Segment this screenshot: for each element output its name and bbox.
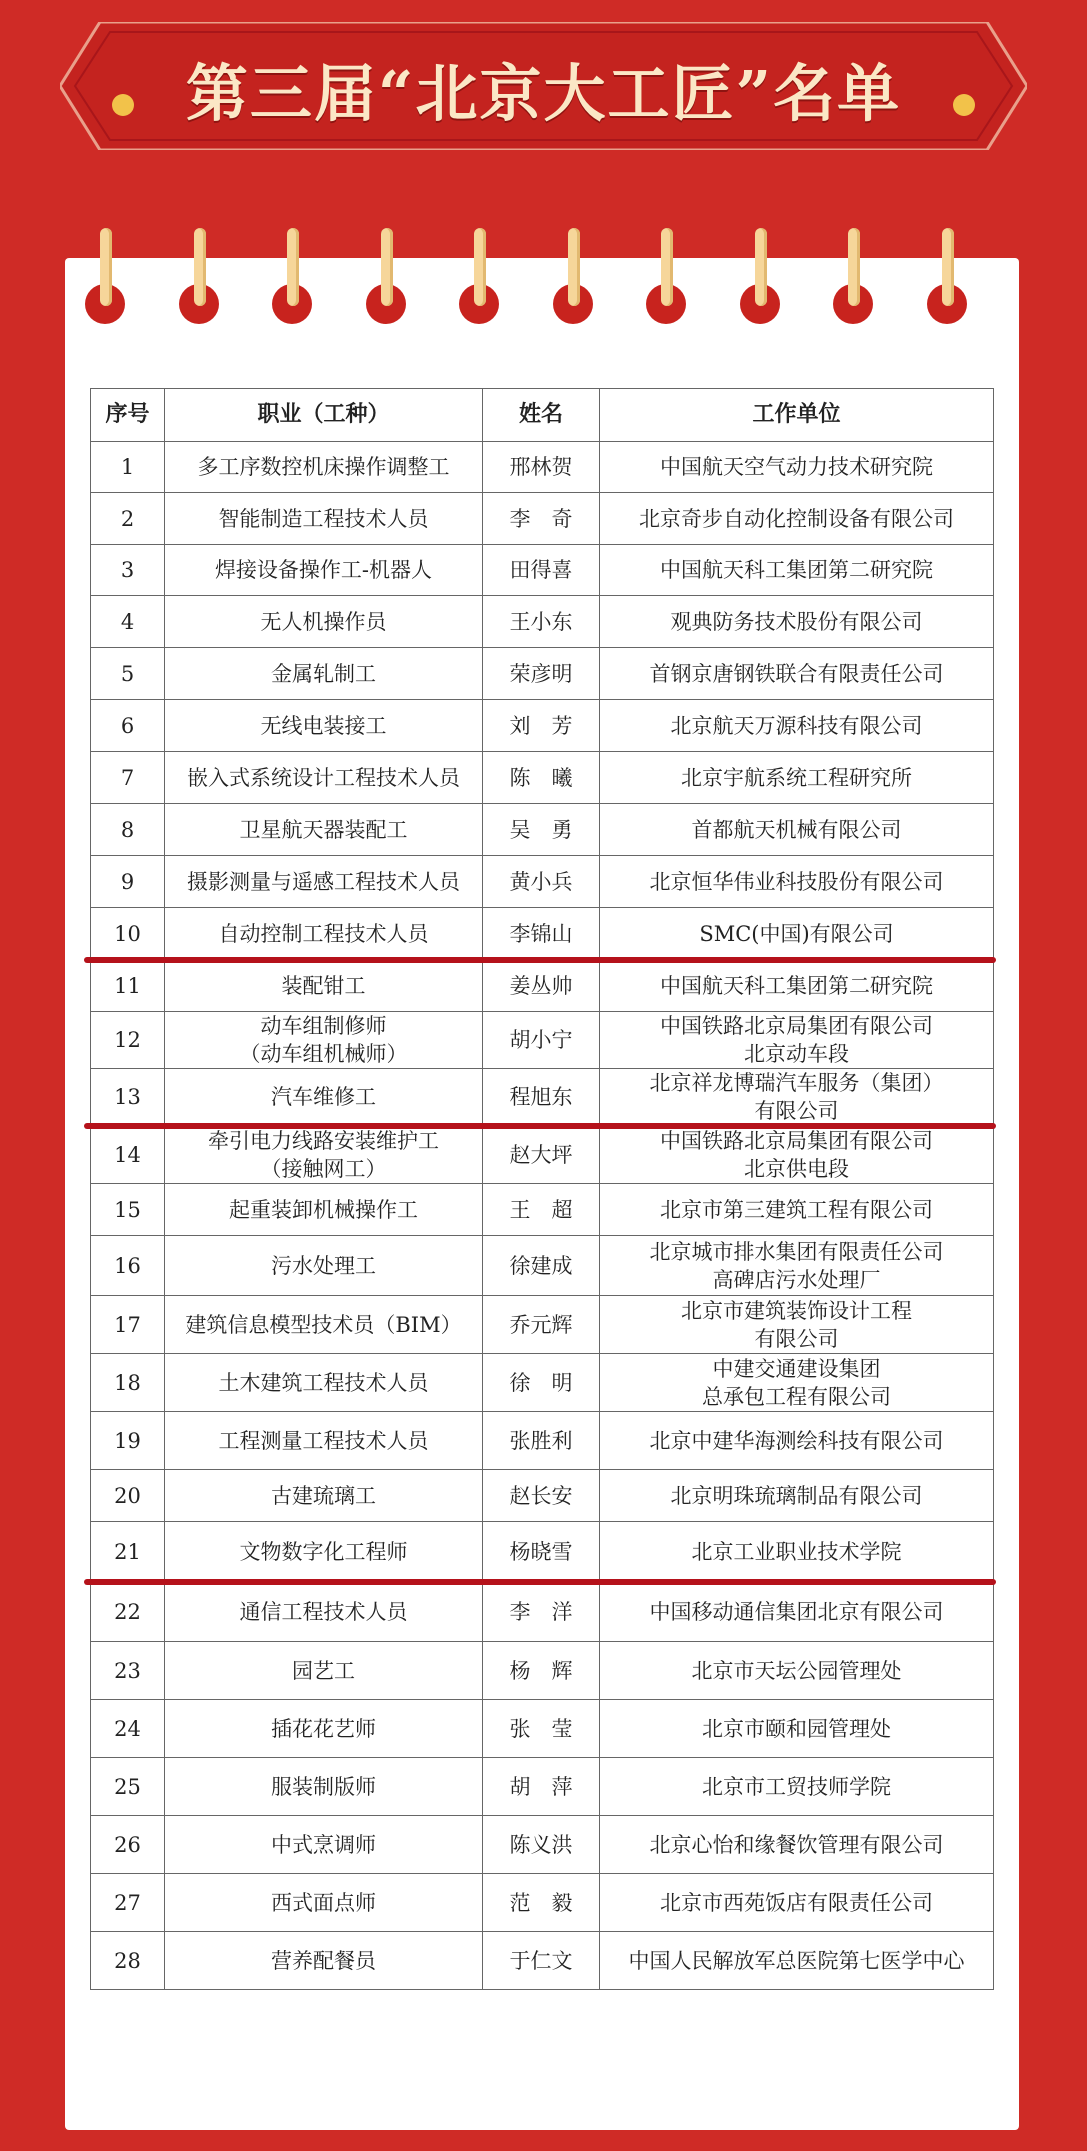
unit-line: 北京工业职业技术学院 bbox=[691, 1539, 902, 1564]
binder-ring bbox=[553, 228, 593, 324]
unit-line: 中国铁路北京局集团有限公司 bbox=[660, 1128, 933, 1153]
cell-name: 张 莹 bbox=[483, 1700, 600, 1758]
cell-job bbox=[165, 1012, 483, 1069]
cell-name: 徐建成 bbox=[483, 1236, 600, 1296]
unit-line: 北京祥龙博瑞汽车服务（集团） bbox=[649, 1071, 944, 1095]
cell-name: 于仁文 bbox=[483, 1932, 600, 1990]
cell-no: 16 bbox=[91, 1236, 165, 1296]
cell-job bbox=[165, 1582, 483, 1642]
table-header-row bbox=[91, 389, 994, 442]
unit-line: 高碑店污水处理厂 bbox=[712, 1267, 881, 1292]
cell-job bbox=[165, 1069, 483, 1126]
highlight-underline bbox=[84, 1123, 996, 1129]
cell-unit bbox=[600, 1354, 994, 1412]
job-line: 无线电装接工 bbox=[260, 713, 387, 738]
unit-line: 中国航天科工集团第二研究院 bbox=[660, 973, 933, 998]
highlight-underline bbox=[84, 957, 996, 963]
table-row bbox=[91, 545, 994, 596]
cell-no: 10 bbox=[91, 908, 165, 960]
unit-line: 北京市工贸技师学院 bbox=[702, 1774, 891, 1799]
unit-line: 观典防务技术股份有限公司 bbox=[670, 609, 923, 634]
table-row bbox=[91, 1296, 994, 1354]
binder-ring bbox=[740, 228, 780, 324]
unit-line: 北京明珠琉璃制品有限公司 bbox=[670, 1483, 923, 1508]
binder-ring bbox=[459, 228, 499, 324]
cell-name: 王小东 bbox=[483, 596, 600, 648]
unit-line: 北京市颐和园管理处 bbox=[702, 1716, 891, 1741]
unit-line: 有限公司 bbox=[754, 1326, 839, 1351]
cell-no: 11 bbox=[91, 960, 165, 1012]
cell-name: 李 奇 bbox=[483, 493, 600, 545]
cell-no: 21 bbox=[91, 1522, 165, 1582]
binder-ring bbox=[179, 228, 219, 324]
cell-job bbox=[165, 545, 483, 596]
cell-job bbox=[165, 1642, 483, 1700]
binder-ring bbox=[646, 228, 686, 324]
table-row bbox=[91, 442, 994, 493]
cell-job bbox=[165, 960, 483, 1012]
cell-job bbox=[165, 856, 483, 908]
table-row bbox=[91, 1932, 994, 1990]
cell-name: 姜丛帅 bbox=[483, 960, 600, 1012]
table-row bbox=[91, 752, 994, 804]
cell-unit bbox=[600, 1700, 994, 1758]
table-row bbox=[91, 1012, 994, 1069]
job-line: 金属轧制工 bbox=[271, 661, 376, 686]
cell-name: 邢林贺 bbox=[483, 442, 600, 493]
cell-job bbox=[165, 700, 483, 752]
cell-unit bbox=[600, 1236, 994, 1296]
cell-no: 27 bbox=[91, 1874, 165, 1932]
unit-line: 北京动车段 bbox=[744, 1042, 849, 1066]
unit-line: 中建交通建设集团 bbox=[712, 1356, 881, 1381]
job-line: 嵌入式系统设计工程技术人员 bbox=[187, 765, 460, 790]
cell-no: 3 bbox=[91, 545, 165, 596]
cell-job bbox=[165, 1874, 483, 1932]
cell-job bbox=[165, 1126, 483, 1184]
job-line: 文物数字化工程师 bbox=[239, 1539, 408, 1564]
cell-name: 程旭东 bbox=[483, 1069, 600, 1126]
cell-job bbox=[165, 442, 483, 493]
cell-no: 22 bbox=[91, 1582, 165, 1642]
cell-unit bbox=[600, 1470, 994, 1522]
unit-line: 首钢京唐钢铁联合有限责任公司 bbox=[649, 661, 944, 686]
cell-job bbox=[165, 1700, 483, 1758]
cell-name: 张胜利 bbox=[483, 1412, 600, 1470]
cell-name: 胡小宁 bbox=[483, 1012, 600, 1069]
unit-line: 中国铁路北京局集团有限公司 bbox=[660, 1014, 933, 1038]
cell-name: 陈义洪 bbox=[483, 1816, 600, 1874]
job-line: 建筑信息模型技术员（BIM） bbox=[185, 1312, 462, 1337]
job-line: 摄影测量与遥感工程技术人员 bbox=[187, 869, 460, 894]
cell-unit bbox=[600, 856, 994, 908]
table-body bbox=[91, 442, 994, 1990]
job-line: 焊接设备操作工-机器人 bbox=[214, 558, 433, 582]
highlight-underline bbox=[84, 1579, 996, 1585]
cell-name: 赵大坪 bbox=[483, 1126, 600, 1184]
cell-unit bbox=[600, 648, 994, 700]
job-line: 工程测量工程技术人员 bbox=[218, 1428, 429, 1453]
header-job: 职业（工种） bbox=[165, 389, 483, 442]
table-row bbox=[91, 1700, 994, 1758]
cell-no: 15 bbox=[91, 1184, 165, 1236]
unit-line: 北京城市排水集团有限责任公司 bbox=[649, 1239, 944, 1264]
cell-unit bbox=[600, 1184, 994, 1236]
job-line: 通信工程技术人员 bbox=[239, 1599, 408, 1624]
cell-no: 20 bbox=[91, 1470, 165, 1522]
job-line: 自动控制工程技术人员 bbox=[218, 921, 429, 946]
cell-job bbox=[165, 1470, 483, 1522]
table-row bbox=[91, 596, 994, 648]
job-line: 起重装卸机械操作工 bbox=[229, 1197, 418, 1222]
cell-no: 14 bbox=[91, 1126, 165, 1184]
unit-line: 北京市天坛公园管理处 bbox=[691, 1658, 902, 1683]
unit-line: 中国航天空气动力技术研究院 bbox=[660, 455, 933, 479]
table-row bbox=[91, 1758, 994, 1816]
job-line: （接触网工） bbox=[260, 1156, 387, 1181]
cell-name: 刘 芳 bbox=[483, 700, 600, 752]
cell-no: 26 bbox=[91, 1816, 165, 1874]
table-row bbox=[91, 908, 994, 960]
cell-unit bbox=[600, 700, 994, 752]
table-row bbox=[91, 493, 994, 545]
unit-line: 首都航天机械有限公司 bbox=[691, 817, 902, 842]
cell-no: 1 bbox=[91, 442, 165, 493]
table-row bbox=[91, 856, 994, 908]
cell-unit bbox=[600, 1816, 994, 1874]
cell-unit bbox=[600, 1296, 994, 1354]
cell-job bbox=[165, 1296, 483, 1354]
cell-no: 2 bbox=[91, 493, 165, 545]
job-line: 智能制造工程技术人员 bbox=[218, 506, 429, 531]
cell-no: 28 bbox=[91, 1932, 165, 1990]
table-row bbox=[91, 1412, 994, 1470]
header-name: 姓名 bbox=[483, 389, 600, 442]
cell-no: 9 bbox=[91, 856, 165, 908]
cell-unit bbox=[600, 442, 994, 493]
cell-unit bbox=[600, 960, 994, 1012]
cell-job bbox=[165, 1932, 483, 1990]
table-row bbox=[91, 1522, 994, 1582]
cell-unit bbox=[600, 1642, 994, 1700]
job-line: 中式烹调师 bbox=[271, 1832, 376, 1857]
job-line: 装配钳工 bbox=[281, 973, 366, 998]
job-line: 营养配餐员 bbox=[271, 1948, 376, 1973]
cell-no: 19 bbox=[91, 1412, 165, 1470]
table-row bbox=[91, 1354, 994, 1412]
unit-line: 北京心怡和缘餐饮管理有限公司 bbox=[649, 1832, 944, 1857]
binder-ring bbox=[833, 228, 873, 324]
job-line: 卫星航天器装配工 bbox=[239, 817, 408, 842]
cell-no: 23 bbox=[91, 1642, 165, 1700]
cell-job bbox=[165, 1236, 483, 1296]
cell-unit bbox=[600, 804, 994, 856]
table-row bbox=[91, 700, 994, 752]
cell-job bbox=[165, 1522, 483, 1582]
page-title: 第三届“北京大工匠”名单 bbox=[185, 57, 902, 130]
header-unit: 工作单位 bbox=[600, 389, 994, 442]
unit-line: 中国人民解放军总医院第七医学中心 bbox=[628, 1948, 965, 1973]
job-line: 园艺工 bbox=[292, 1658, 355, 1683]
cell-no: 25 bbox=[91, 1758, 165, 1816]
cell-no: 12 bbox=[91, 1012, 165, 1069]
cell-unit bbox=[600, 1758, 994, 1816]
cell-no: 18 bbox=[91, 1354, 165, 1412]
cell-no: 24 bbox=[91, 1700, 165, 1758]
cell-name: 范 毅 bbox=[483, 1874, 600, 1932]
unit-line: 北京宇航系统工程研究所 bbox=[681, 765, 912, 790]
cell-name: 胡 萍 bbox=[483, 1758, 600, 1816]
cell-job bbox=[165, 1758, 483, 1816]
cell-name: 乔元辉 bbox=[483, 1296, 600, 1354]
table-row bbox=[91, 1184, 994, 1236]
job-line: 汽车维修工 bbox=[271, 1085, 376, 1109]
table-row bbox=[91, 1236, 994, 1296]
cell-no: 17 bbox=[91, 1296, 165, 1354]
table-row bbox=[91, 1069, 994, 1126]
cell-unit bbox=[600, 1582, 994, 1642]
cell-job bbox=[165, 1184, 483, 1236]
cell-job bbox=[165, 648, 483, 700]
job-line: 多工序数控机床操作调整工 bbox=[197, 455, 450, 479]
cell-no: 5 bbox=[91, 648, 165, 700]
table-row bbox=[91, 1874, 994, 1932]
unit-line: 北京市第三建筑工程有限公司 bbox=[660, 1197, 933, 1222]
job-line: 无人机操作员 bbox=[260, 609, 387, 634]
cell-unit bbox=[600, 1126, 994, 1184]
table-row bbox=[91, 960, 994, 1012]
job-line: 服装制版师 bbox=[271, 1774, 376, 1799]
job-line: 古建琉璃工 bbox=[271, 1483, 376, 1508]
cell-no: 6 bbox=[91, 700, 165, 752]
table-row bbox=[91, 648, 994, 700]
cell-name: 李 洋 bbox=[483, 1582, 600, 1642]
cell-unit bbox=[600, 1012, 994, 1069]
cell-no: 13 bbox=[91, 1069, 165, 1126]
cell-unit bbox=[600, 1069, 994, 1126]
cell-name: 李锦山 bbox=[483, 908, 600, 960]
unit-line: 北京中建华海测绘科技有限公司 bbox=[649, 1428, 944, 1453]
cell-name: 徐 明 bbox=[483, 1354, 600, 1412]
job-line: （动车组机械师） bbox=[239, 1042, 408, 1066]
title-banner bbox=[60, 22, 1027, 150]
cell-unit bbox=[600, 1932, 994, 1990]
cell-job bbox=[165, 596, 483, 648]
unit-line: 北京航天万源科技有限公司 bbox=[670, 713, 923, 738]
job-line: 西式面点师 bbox=[271, 1890, 376, 1915]
job-line: 牵引电力线路安装维护工 bbox=[208, 1128, 439, 1153]
binder-ring bbox=[85, 228, 125, 324]
unit-line: 中国航天科工集团第二研究院 bbox=[660, 558, 933, 582]
cell-name: 吴 勇 bbox=[483, 804, 600, 856]
cell-job bbox=[165, 1412, 483, 1470]
unit-line: 中国移动通信集团北京有限公司 bbox=[649, 1599, 944, 1624]
cell-unit bbox=[600, 752, 994, 804]
unit-line: 有限公司 bbox=[754, 1099, 839, 1123]
cell-no: 8 bbox=[91, 804, 165, 856]
awardee-table bbox=[90, 388, 994, 1990]
unit-line: SMC(中国)有限公司 bbox=[699, 921, 894, 946]
job-line: 土木建筑工程技术人员 bbox=[218, 1370, 429, 1395]
cell-job bbox=[165, 1354, 483, 1412]
cell-name: 荣彦明 bbox=[483, 648, 600, 700]
cell-unit bbox=[600, 493, 994, 545]
unit-line: 北京供电段 bbox=[744, 1156, 849, 1181]
header-no: 序号 bbox=[91, 389, 165, 442]
cell-job bbox=[165, 804, 483, 856]
binder-ring bbox=[366, 228, 406, 324]
job-line: 动车组制修师 bbox=[260, 1014, 387, 1038]
unit-line: 北京市建筑装饰设计工程 bbox=[681, 1298, 912, 1323]
cell-name: 赵长安 bbox=[483, 1470, 600, 1522]
cell-unit bbox=[600, 545, 994, 596]
cell-unit bbox=[600, 1412, 994, 1470]
unit-line: 总承包工程有限公司 bbox=[702, 1384, 891, 1409]
cell-no: 4 bbox=[91, 596, 165, 648]
cell-name: 黄小兵 bbox=[483, 856, 600, 908]
binder-ring bbox=[927, 228, 967, 324]
table-row bbox=[91, 804, 994, 856]
cell-no: 7 bbox=[91, 752, 165, 804]
cell-job bbox=[165, 1816, 483, 1874]
unit-line: 北京市西苑饭店有限责任公司 bbox=[660, 1890, 933, 1915]
job-line: 污水处理工 bbox=[271, 1253, 376, 1278]
unit-line: 北京奇步自动化控制设备有限公司 bbox=[639, 506, 954, 531]
cell-name: 田得喜 bbox=[483, 545, 600, 596]
table-row bbox=[91, 1126, 994, 1184]
table-row bbox=[91, 1470, 994, 1522]
cell-name: 杨 辉 bbox=[483, 1642, 600, 1700]
cell-unit bbox=[600, 596, 994, 648]
table-row bbox=[91, 1816, 994, 1874]
cell-name: 杨晓雪 bbox=[483, 1522, 600, 1582]
job-line: 插花花艺师 bbox=[271, 1716, 376, 1741]
binder-ring bbox=[272, 228, 312, 324]
cell-name: 陈 曦 bbox=[483, 752, 600, 804]
cell-unit bbox=[600, 908, 994, 960]
cell-job bbox=[165, 493, 483, 545]
table-row bbox=[91, 1642, 994, 1700]
cell-job bbox=[165, 908, 483, 960]
cell-unit bbox=[600, 1522, 994, 1582]
cell-unit bbox=[600, 1874, 994, 1932]
table-row bbox=[91, 1582, 994, 1642]
cell-job bbox=[165, 752, 483, 804]
cell-name: 王 超 bbox=[483, 1184, 600, 1236]
unit-line: 北京恒华伟业科技股份有限公司 bbox=[649, 869, 944, 894]
